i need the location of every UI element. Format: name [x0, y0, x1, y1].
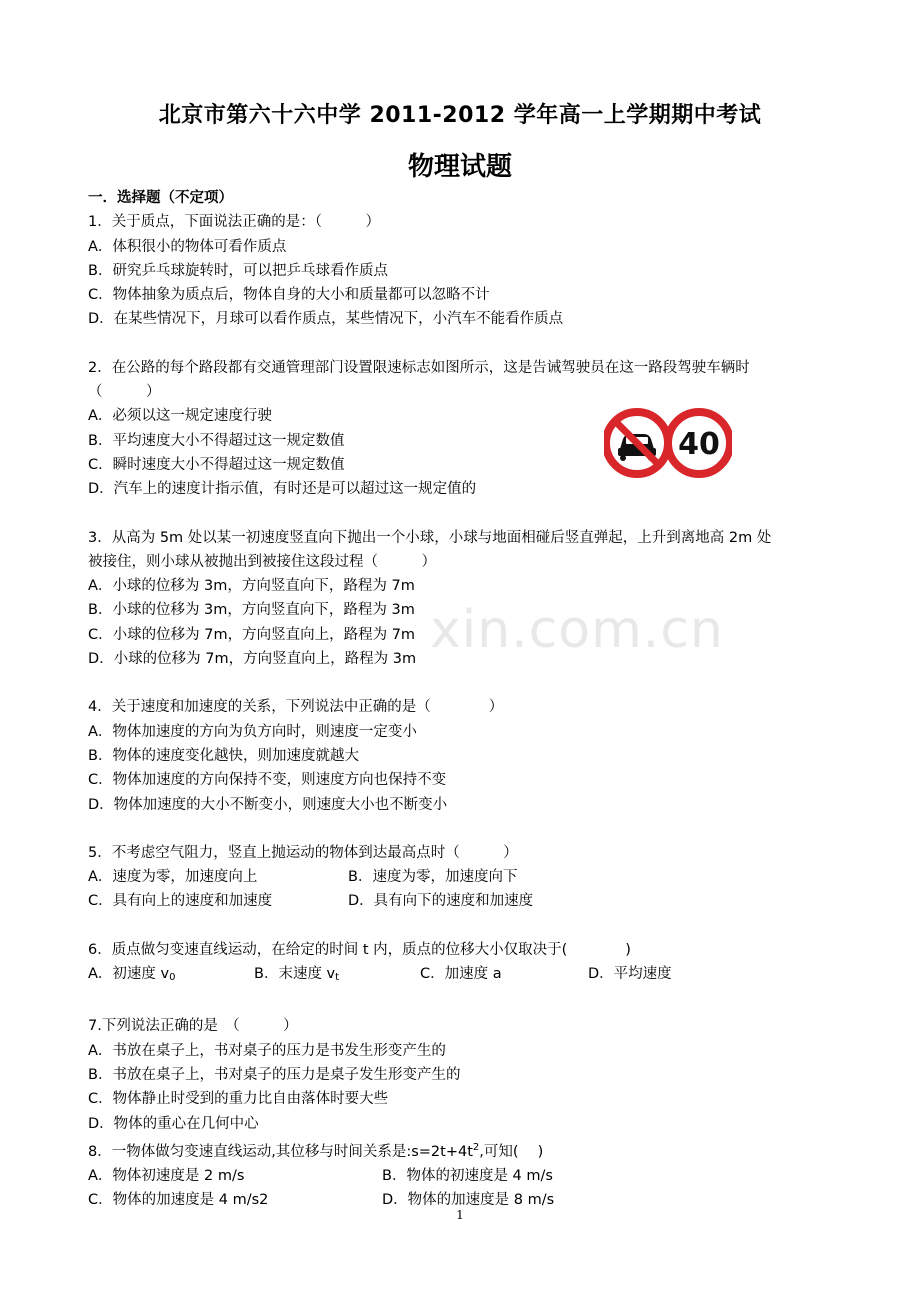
question-6-option-b-subscript: t	[335, 972, 340, 984]
watermark: xin.com.cn	[430, 600, 724, 660]
question-6-option-b-text: B．末速度 v	[254, 966, 336, 983]
question-4-option-c: C．物体加速度的方向保持不变，则速度方向也保持不变	[88, 772, 447, 789]
question-6-option-a-subscript: 0	[169, 972, 176, 984]
question-8-stem-superscript: 2	[472, 1141, 480, 1153]
question-3-option-c: C．小球的位移为 7m，方向竖直向上，路程为 7m	[88, 626, 416, 643]
spacer	[88, 914, 848, 938]
question-3-stem: 3．从高为 5m 处以某一初速度竖直向下抛出一个小球，小球与地面相碰后竖直弹起，上升到离地高 2m 处	[88, 529, 772, 546]
question-8-stem-text: 8．一物体做匀变速直线运动,其位移与时间关系是:s=2t+4t	[88, 1143, 473, 1160]
question-7-option-a: A．书放在桌子上，书对桌子的压力是书发生形变产生的	[88, 1042, 446, 1059]
speed-limit-value: 40	[678, 427, 720, 462]
section-heading: 一．选择题（不定项）	[88, 190, 233, 206]
question-4-option-a: A．物体加速度的方向为负方向时，则速度一定变小	[88, 723, 417, 740]
page-number: 1	[456, 1208, 464, 1222]
question-7-stem: 7.下列说法正确的是 （ ）	[88, 1018, 298, 1035]
question-8-option-d: D．物体的加速度是 8 m/s	[382, 1192, 555, 1209]
question-1-option-b: B．研究乒乓球旋转时，可以把乒乓球看作质点	[88, 262, 388, 279]
question-8-stem-tail: ,可知( )	[479, 1143, 544, 1160]
question-6-option-a	[88, 962, 254, 990]
question-4-stem: 4．关于速度和加速度的关系，下列说法中正确的是（ ）	[88, 699, 504, 716]
question-2-stem-cont: （ ）	[88, 384, 161, 401]
question-7-option-c: C．物体静止时受到的重力比自由落体时要大些	[88, 1091, 389, 1108]
spacer	[88, 502, 848, 526]
question-1-stem: 1．关于质点，下面说法正确的是：（ ）	[88, 214, 380, 231]
spacer	[88, 332, 848, 356]
question-5-options-row-1	[88, 865, 848, 889]
question-5-option-a: A．速度为零，加速度向上	[88, 869, 258, 886]
question-2-stem: 2．在公路的每个路段都有交通管理部门设置限速标志如图所示，这是告诫驾驶员在这一路段驾驶车辆时	[88, 359, 750, 376]
question-1-option-d: D．在某些情况下，月球可以看作质点，某些情况下，小汽车不能看作质点	[88, 311, 564, 328]
question-6-option-d: D．平均速度	[588, 966, 672, 983]
question-3-option-d: D．小球的位移为 7m，方向竖直向上，路程为 3m	[88, 651, 417, 668]
question-7-option-b: B．书放在桌子上，书对桌子的压力是桌子发生形变产生的	[88, 1066, 461, 1083]
question-6-stem: 6．质点做匀变速直线运动，在给定的时间 t 内，质点的位移大小仅取决于( )	[88, 941, 631, 958]
question-8-stem	[88, 1136, 848, 1164]
question-8-option-a: A．物体初速度是 2 m/s	[88, 1168, 245, 1185]
question-5-option-b: B．速度为零，加速度向下	[348, 869, 518, 886]
question-7-option-d: D．物体的重心在几何中心	[88, 1115, 259, 1132]
spacer	[88, 990, 848, 1014]
question-6-option-c: C．加速度 a	[420, 966, 502, 983]
question-3-option-a: A．小球的位移为 3m，方向竖直向下，路程为 7m	[88, 578, 415, 595]
question-6-option-a-text: A．初速度 v	[88, 966, 170, 983]
question-5-stem: 5．不考虑空气阻力，竖直上抛运动的物体到达最高点时（ ）	[88, 844, 518, 861]
question-5-option-d: D．具有向下的速度和加速度	[348, 893, 534, 910]
question-2-option-a: A．必须以这一规定速度行驶	[88, 408, 272, 425]
traffic-signs-figure	[604, 406, 732, 480]
exam-content	[88, 186, 848, 1213]
question-1-option-a: A．体积很小的物体可看作质点	[88, 238, 287, 255]
question-8-options-row-1	[88, 1164, 848, 1188]
spacer	[88, 817, 848, 841]
speed-limit-sign-icon	[668, 412, 730, 474]
question-2-option-b: B．平均速度大小不得超过这一规定数值	[88, 432, 345, 449]
question-3-stem-cont: 被接住，则小球从被抛出到被接住这段过程（ ）	[88, 553, 436, 570]
page-title: 北京市第六十六中学 2011-2012 学年高一上学期期中考试	[158, 103, 762, 128]
question-4-option-d: D．物体加速度的大小不断变小，则速度大小也不断变小	[88, 796, 448, 813]
question-2-option-d: D．汽车上的速度计指示值，有时还是可以超过这一规定值的	[88, 481, 477, 498]
question-3-option-b: B．小球的位移为 3m，方向竖直向下，路程为 3m	[88, 602, 415, 619]
question-4-option-b: B．物体的速度变化越快，则加速度就越大	[88, 747, 359, 764]
spacer	[88, 671, 848, 695]
no-cars-sign-icon	[606, 412, 668, 474]
question-6-options-row	[88, 962, 848, 990]
question-2-option-c: C．瞬时速度大小不得超过这一规定数值	[88, 456, 345, 473]
question-6-option-b	[254, 962, 420, 990]
page-subtitle: 物理试题	[407, 152, 512, 182]
question-8-option-c: C．物体的加速度是 4 m/s2	[88, 1192, 269, 1209]
question-8-option-b: B．物体的初速度是 4 m/s	[382, 1168, 553, 1185]
question-5-options-row-2	[88, 889, 848, 913]
question-1-option-c: C．物体抽象为质点后，物体自身的大小和质量都可以忽略不计	[88, 287, 490, 304]
question-5-option-c: C．具有向上的速度和加速度	[88, 893, 273, 910]
